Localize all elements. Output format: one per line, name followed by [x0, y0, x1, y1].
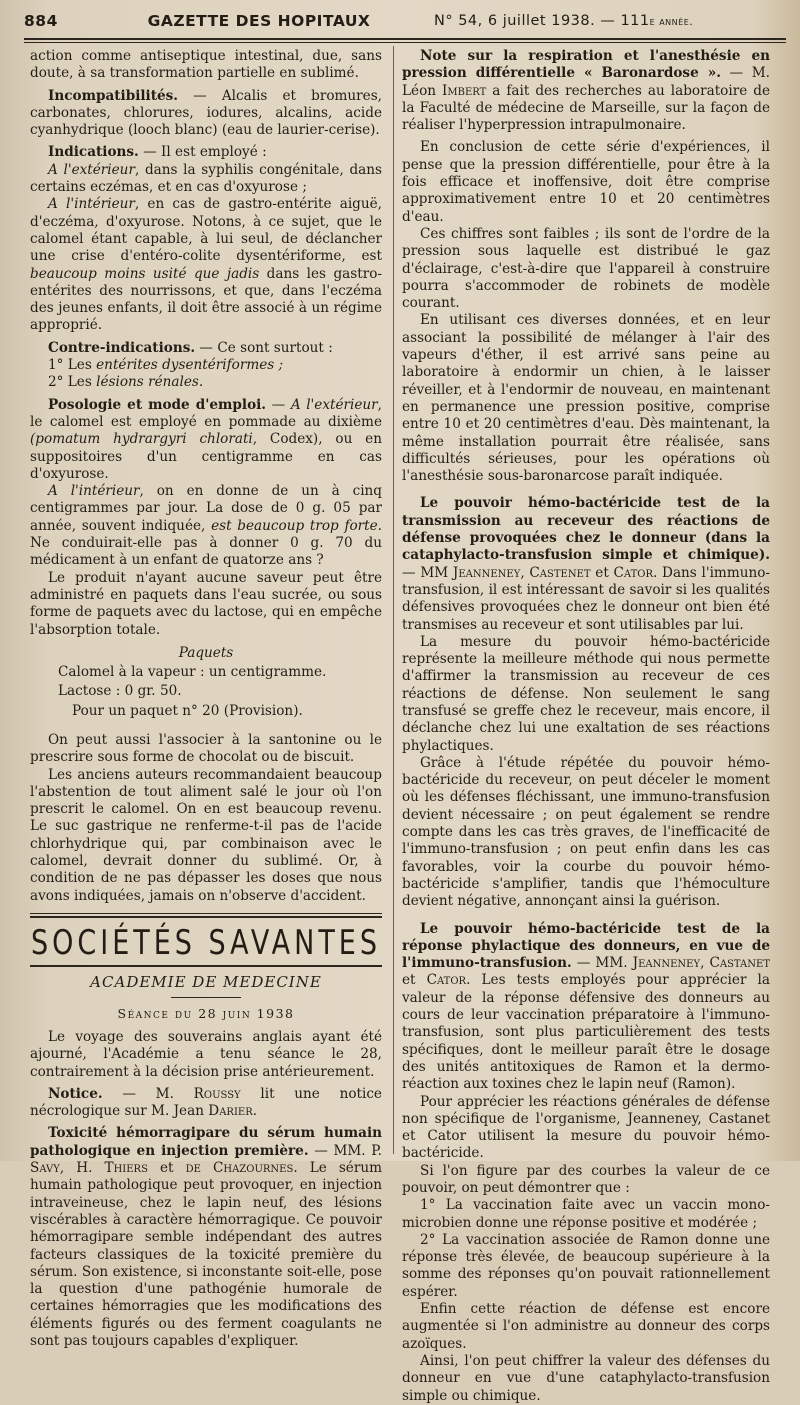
- paragraph-incompatibilites: Incompatibilités. — Alcalis et bromures, carbonates, chlorures, iodures, alcalins, acide cyanhydrique (looch blanc) (eau de laurier-cerise).: [30, 87, 382, 139]
- paragraph-contre-indications: Contre-indications. — Ce sont surtout :: [48, 339, 333, 356]
- right-column: [402, 48, 770, 1405]
- journal-title: GAZETTE DES HOPITAUX: [147, 12, 371, 30]
- short-rule: [171, 997, 241, 998]
- paragraph: Ces chiffres sont faibles ; ils sont de l'ordre de la pression sous laquelle est distribué le gaz d'éclairage, c'est-à-dire que l'appareil à construire pourra s'accommoder de robinets de modèle courant.: [402, 225, 770, 312]
- page-number: 884: [24, 12, 58, 30]
- paragraph: Grâce à l'étude répétée du pouvoir hémo-bactéricide du receveur, on peut déceler le moment où les défenses fléchissant, une immuno-transfusion devient nécessaire ; on peut également se rendre compte dans les cas très graves, de l'inefficacité de l'immuno-transfusion ; on peut enfin dans les cas favorables, voir la courbe du pouvoir hémo-bactéricide s'amplifier, tandis que l'hémoculture devient négative, annonçant ainsi la guérison.: [402, 754, 770, 910]
- paragraph-note: Note sur la respiration et l'anesthésie en pression différentielle « Baronardose ». — M. Léon Imbert a fait des recherches au laboratoire de la Faculté de médecine de Marseille, sur la façon de réaliser l'hyperpression intrapulmonaire.: [402, 48, 770, 134]
- paragraph-exterieur: A l'extérieur, dans la syphilis congénitale, dans certains eczémas, et en cas d'oxyurose ;: [30, 161, 382, 196]
- paragraph: En conclusion de cette série d'expériences, il pense que la pression différentielle, pour être à la fois efficace et inoffensive, doit être comprise approximativement entre 10 et 20 centimètres d'eau.: [402, 139, 770, 225]
- formula-line: Pour un paquet n° 20 (Provision).: [72, 702, 303, 719]
- paragraph: Enfin cette réaction de défense est encore augmentée si l'on administre au donneur des corps azoïques.: [402, 1301, 770, 1352]
- issue-info: N° 54, 6 juillet 1938. — 111e année.: [434, 13, 694, 29]
- column-divider: [393, 46, 394, 1154]
- paragraph: A l'intérieur, on en donne de un à cinq centigrammes par jour. La dose de 0 g. 05 par année, souvent indiquée, est beaucoup trop forte. Ne conduirait-elle pas à donner 0 g. 70 du médicament à un enfant de quatorze ans ?: [30, 483, 382, 569]
- section-rule: [30, 916, 382, 918]
- formula-line: Lactose : 0 gr. 50.: [58, 683, 182, 700]
- seance-date: Séance du 28 juin 1938: [117, 1005, 295, 1021]
- paragraph: Les anciens auteurs recommandaient beaucoup l'abstention de tout aliment salé le jour où l'on prescrit le calomel. On en est beaucoup revenu. Le suc gastrique ne renferme-t-il pas de l'acide chlorhydrique qui, par combinaison avec le calomel, devrait donner du sublimé. Or, à condition de ne pas dépasser les doses que nous avons indiquées, jamais on n'observe d'accident.: [30, 766, 382, 904]
- list-item: 1° Les entérites dysentériformes ;: [48, 357, 284, 374]
- paragraph-toxicite: Toxicité hémorragipare du sérum humain pathologique en injection première. — MM. P. Savy, H. Thiers et de Chazournes. Le sérum humain pathologique peut provoquer, en injection intraveineuse, chez le lapin neuf, des lésions viscérables à caractère hémorragique. Ce pouvoir hémorragipare semble indépendant des autres facteurs classiques de la toxicité première du sérum. Son existence, si inconstante soit-elle, pose la question d'une pathogénie humorale de certaines hémorragies que les modifications des éléments figurés ou des ferment coagulants ne sont pas toujours capables d'expliquer.: [30, 1125, 382, 1349]
- paragraph: Le voyage des souverains anglais ayant été ajourné, l'Académie a tenu séance le 28, contrairement à la décision prise antérieurement.: [30, 1028, 382, 1080]
- paragraph: On peut aussi l'associer à la santonine ou le prescrire sous forme de chocolat ou de biscuit.: [30, 731, 382, 766]
- list-item: 2° La vaccination associée de Ramon donne une réponse très élevée, de beaucoup supérieure à la somme des réponses qu'on pouvait rationnellement espérer.: [402, 1231, 770, 1300]
- list-item: 2° Les lésions rénales.: [48, 374, 204, 391]
- paquets-heading: Paquets: [178, 644, 234, 661]
- section-rule: [30, 965, 382, 967]
- paragraph: Le produit n'ayant aucune saveur peut être administré en paquets dans l'eau sucrée, ou sous forme de paquets avec du lactose, qui en empêche l'absorption totale.: [30, 569, 382, 638]
- header-rule: [24, 38, 786, 40]
- header-rule-thin: [24, 42, 786, 43]
- left-column: [30, 48, 382, 1350]
- paragraph: action comme antiseptique intestinal, due, sans doute, à sa transformation partielle en sublimé.: [30, 48, 382, 82]
- paragraph: Si l'on figure par des courbes la valeur de ce pouvoir, on peut démontrer que :: [402, 1162, 770, 1196]
- paragraph-notice: Notice. — M. Roussy lit une notice nécrologique sur M. Jean Darier.: [30, 1085, 382, 1120]
- paragraph-interieur: A l'intérieur, en cas de gastro-entérite aiguë, d'eczéma, d'oxyurose. Notons, à ce sujet, que le calomel étant capable, à lui seul, de déclancher une crise d'entéro-colite dysentériforme, est beaucoup moins usité que jadis dans les gastro-entérites des nourrissons, et que, dans l'eczéma des jeunes enfants, il doit être associé à un régime approprié.: [30, 196, 382, 334]
- paragraph: La mesure du pouvoir hémo-bactéricide représente la meilleure méthode qui nous permette d'affirmer la transmission au receveur de ces réactions de défense. Non seulement le sang transfusé se greffe chez le receveur, mais encore, il déclanche chez lui une exaltation de ses réactions phylactiques.: [402, 633, 770, 754]
- paragraph: Pour apprécier les réactions générales de défense non spécifique de l'organisme, Jeanneney, Castanet et Cator utilisent la mesure du pouvoir hémo-bactéricide.: [402, 1093, 770, 1162]
- section-title: SOCIÉTÉS SAVANTES: [30, 924, 382, 963]
- paragraph-pouvoir-2: Le pouvoir hémo-bactéricide test de la réponse phylactique des donneurs, en vue de l'immuno-transfusion. — MM. Jeanneney, Castanet et Cator. Les tests employés pour apprécier la valeur de la réponse défensive des donneurs au cours de leur vaccination préparatoire à l'immuno-transfusion, sont plus particulièrement des tests spécifiques, dont le meilleur paraît être le dosage des unités antitoxiques de Ramon et la dermo-réaction aux toxines chez le lapin neuf (Ramon).: [402, 920, 770, 1093]
- formula-line: Calomel à la vapeur : un centigramme.: [58, 664, 327, 681]
- paragraph-pouvoir: Le pouvoir hémo-bactéricide test de la transmission au receveur des réactions de défense provoquées chez le donneur (dans la cataphylacto-transfusion simple et chimique). — MM Jeanneney, Castenet et Cator. Dans l'immuno-transfusion, il est intéressant de savoir si les qualités défensives provoquées chez le donneur ont bien été transmises au receveur et sont utilisables par lui.: [402, 495, 771, 633]
- page-header: [24, 6, 786, 36]
- list-item: 1° La vaccination faite avec un vaccin mono-microbien donne une réponse positive et modérée ;: [402, 1197, 770, 1231]
- paragraph: Ainsi, l'on peut chiffrer la valeur des défenses du donneur en vue d'une cataphylacto-transfusion simple ou chimique.: [402, 1352, 770, 1404]
- subsection-title: ACADEMIE DE MEDECINE: [90, 972, 322, 991]
- paragraph-posologie: Posologie et mode d'emploi. — A l'extérieur, le calomel est employé en pommade au dixième (pomatum hydrargyri chlorati, Codex), ou en suppositoires d'un centigramme en cas d'oxyurose.: [30, 396, 382, 482]
- paragraph-indications: Indications. — Il est employé :: [48, 144, 267, 161]
- paragraph: En utilisant ces diverses données, et en leur associant la possibilité de mélanger à l'air des vapeurs d'éther, il est arrivé sans peine au laboratoire à endormir un chien, à le laisser réveiller, et à l'endormir de nouveau, en maintenant en permanence une pression positive, comprise entre 10 et 20 centimètres d'eau. Dès maintenant, la même installation pourrait être réalisée, sans difficultés sérieuses, pour les opérations où l'anesthésie sous-baronarcose paraît indiquée.: [402, 312, 770, 485]
- section-rule: [30, 913, 382, 914]
